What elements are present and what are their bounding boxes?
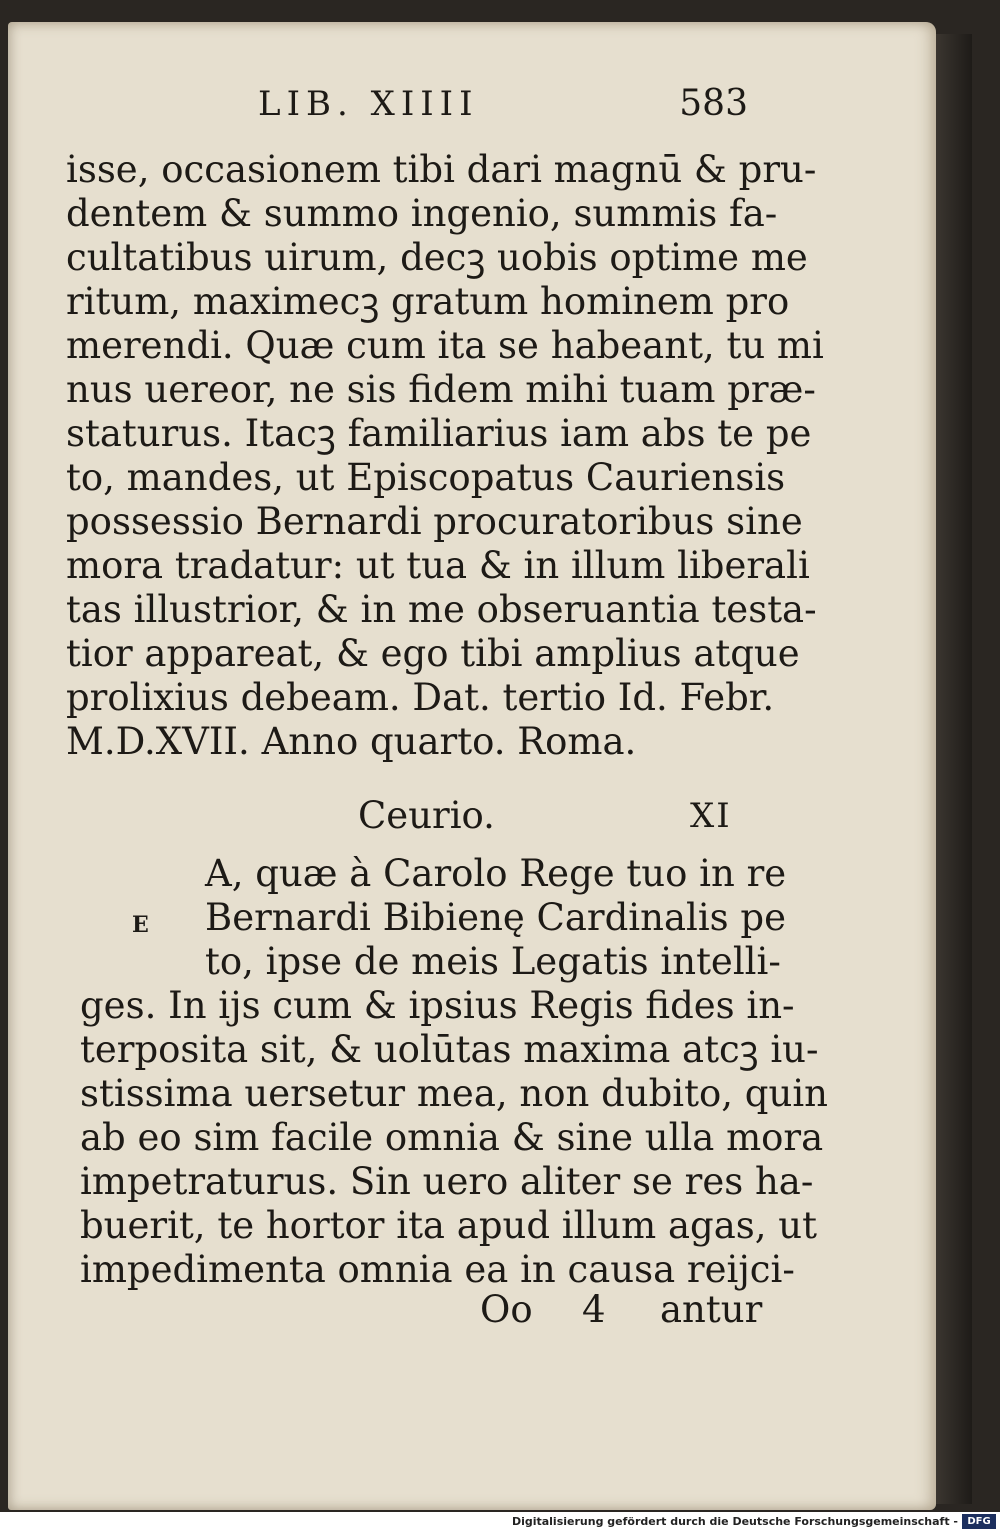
text-line: terposita sit, & uolūtas maxima atcꝫ iu- — [80, 1028, 819, 1071]
text-line: to, mandes, ut Episcopatus Cauriensis — [66, 456, 786, 499]
initial-letter: E — [132, 912, 149, 938]
text-line: mora tradatur: ut tua & in illum liberali — [66, 544, 810, 587]
signature-line — [480, 1288, 763, 1332]
text-line: prolixius debeam. Dat. tertio Id. Febr. — [66, 676, 775, 719]
signature-number: 4 — [582, 1288, 606, 1331]
running-title: LIB. XIIII — [258, 84, 479, 124]
page-number: 583 — [679, 83, 748, 124]
running-header — [258, 82, 748, 126]
catchword: antur — [660, 1288, 763, 1331]
text-line: M.D.XVII. Anno quarto. Roma. — [66, 720, 637, 763]
signature-mark: Oo — [480, 1288, 533, 1331]
text-line: ab eo sim facile omnia & sine ulla mora — [80, 1116, 824, 1159]
text-line: tior appareat, & ego tibi amplius atque — [66, 632, 800, 675]
text-line: buerit, te hortor ita apud illum agas, ut — [80, 1204, 817, 1247]
text-line: cultatibus uirum, decꝫ uobis optime me — [66, 236, 808, 279]
text-line: impedimenta omnia ea in causa reijci- — [80, 1248, 795, 1291]
text-line: possessio Bernardi procuratoribus sine — [66, 500, 803, 543]
letter-number: XI — [690, 796, 732, 836]
text-line: Bernardi Bibienę Cardinalis pe — [205, 896, 787, 939]
text-line: ritum, maximecꝫ gratum hominem pro — [66, 280, 790, 323]
text-line: merendi. Quæ cum ita se habeant, tu mi — [66, 324, 824, 367]
funding-notice: Digitalisierung gefördert durch die Deutsche Forschungsgemeinschaft - — [511, 1515, 958, 1528]
text-line: A, quæ à Carolo Rege tuo in re — [205, 852, 787, 895]
text-line: tas illustrior, & in me obseruantia testa- — [66, 588, 817, 631]
text-line: stissima uersetur mea, non dubito, quin — [80, 1072, 828, 1115]
letter-heading: Ceurio. — [358, 794, 495, 837]
text-line: isse, occasionem tibi dari magnū & pru- — [66, 148, 817, 191]
text-line: impetraturus. Sin uero aliter se res ha- — [80, 1160, 814, 1203]
text-line: nus uereor, ne sis fidem mihi tuam præ- — [66, 368, 816, 411]
text-line: ges. In ijs cum & ipsius Regis fides in- — [80, 984, 795, 1027]
text-line: staturus. Itacꝫ familiarius iam abs te pe — [66, 412, 812, 455]
footer-bar — [0, 1512, 1000, 1532]
text-line: dentem & summo ingenio, summis fa- — [66, 192, 778, 235]
text-line: to, ipse de meis Legatis intelli- — [205, 940, 781, 983]
dfg-logo: DFG — [962, 1514, 996, 1529]
